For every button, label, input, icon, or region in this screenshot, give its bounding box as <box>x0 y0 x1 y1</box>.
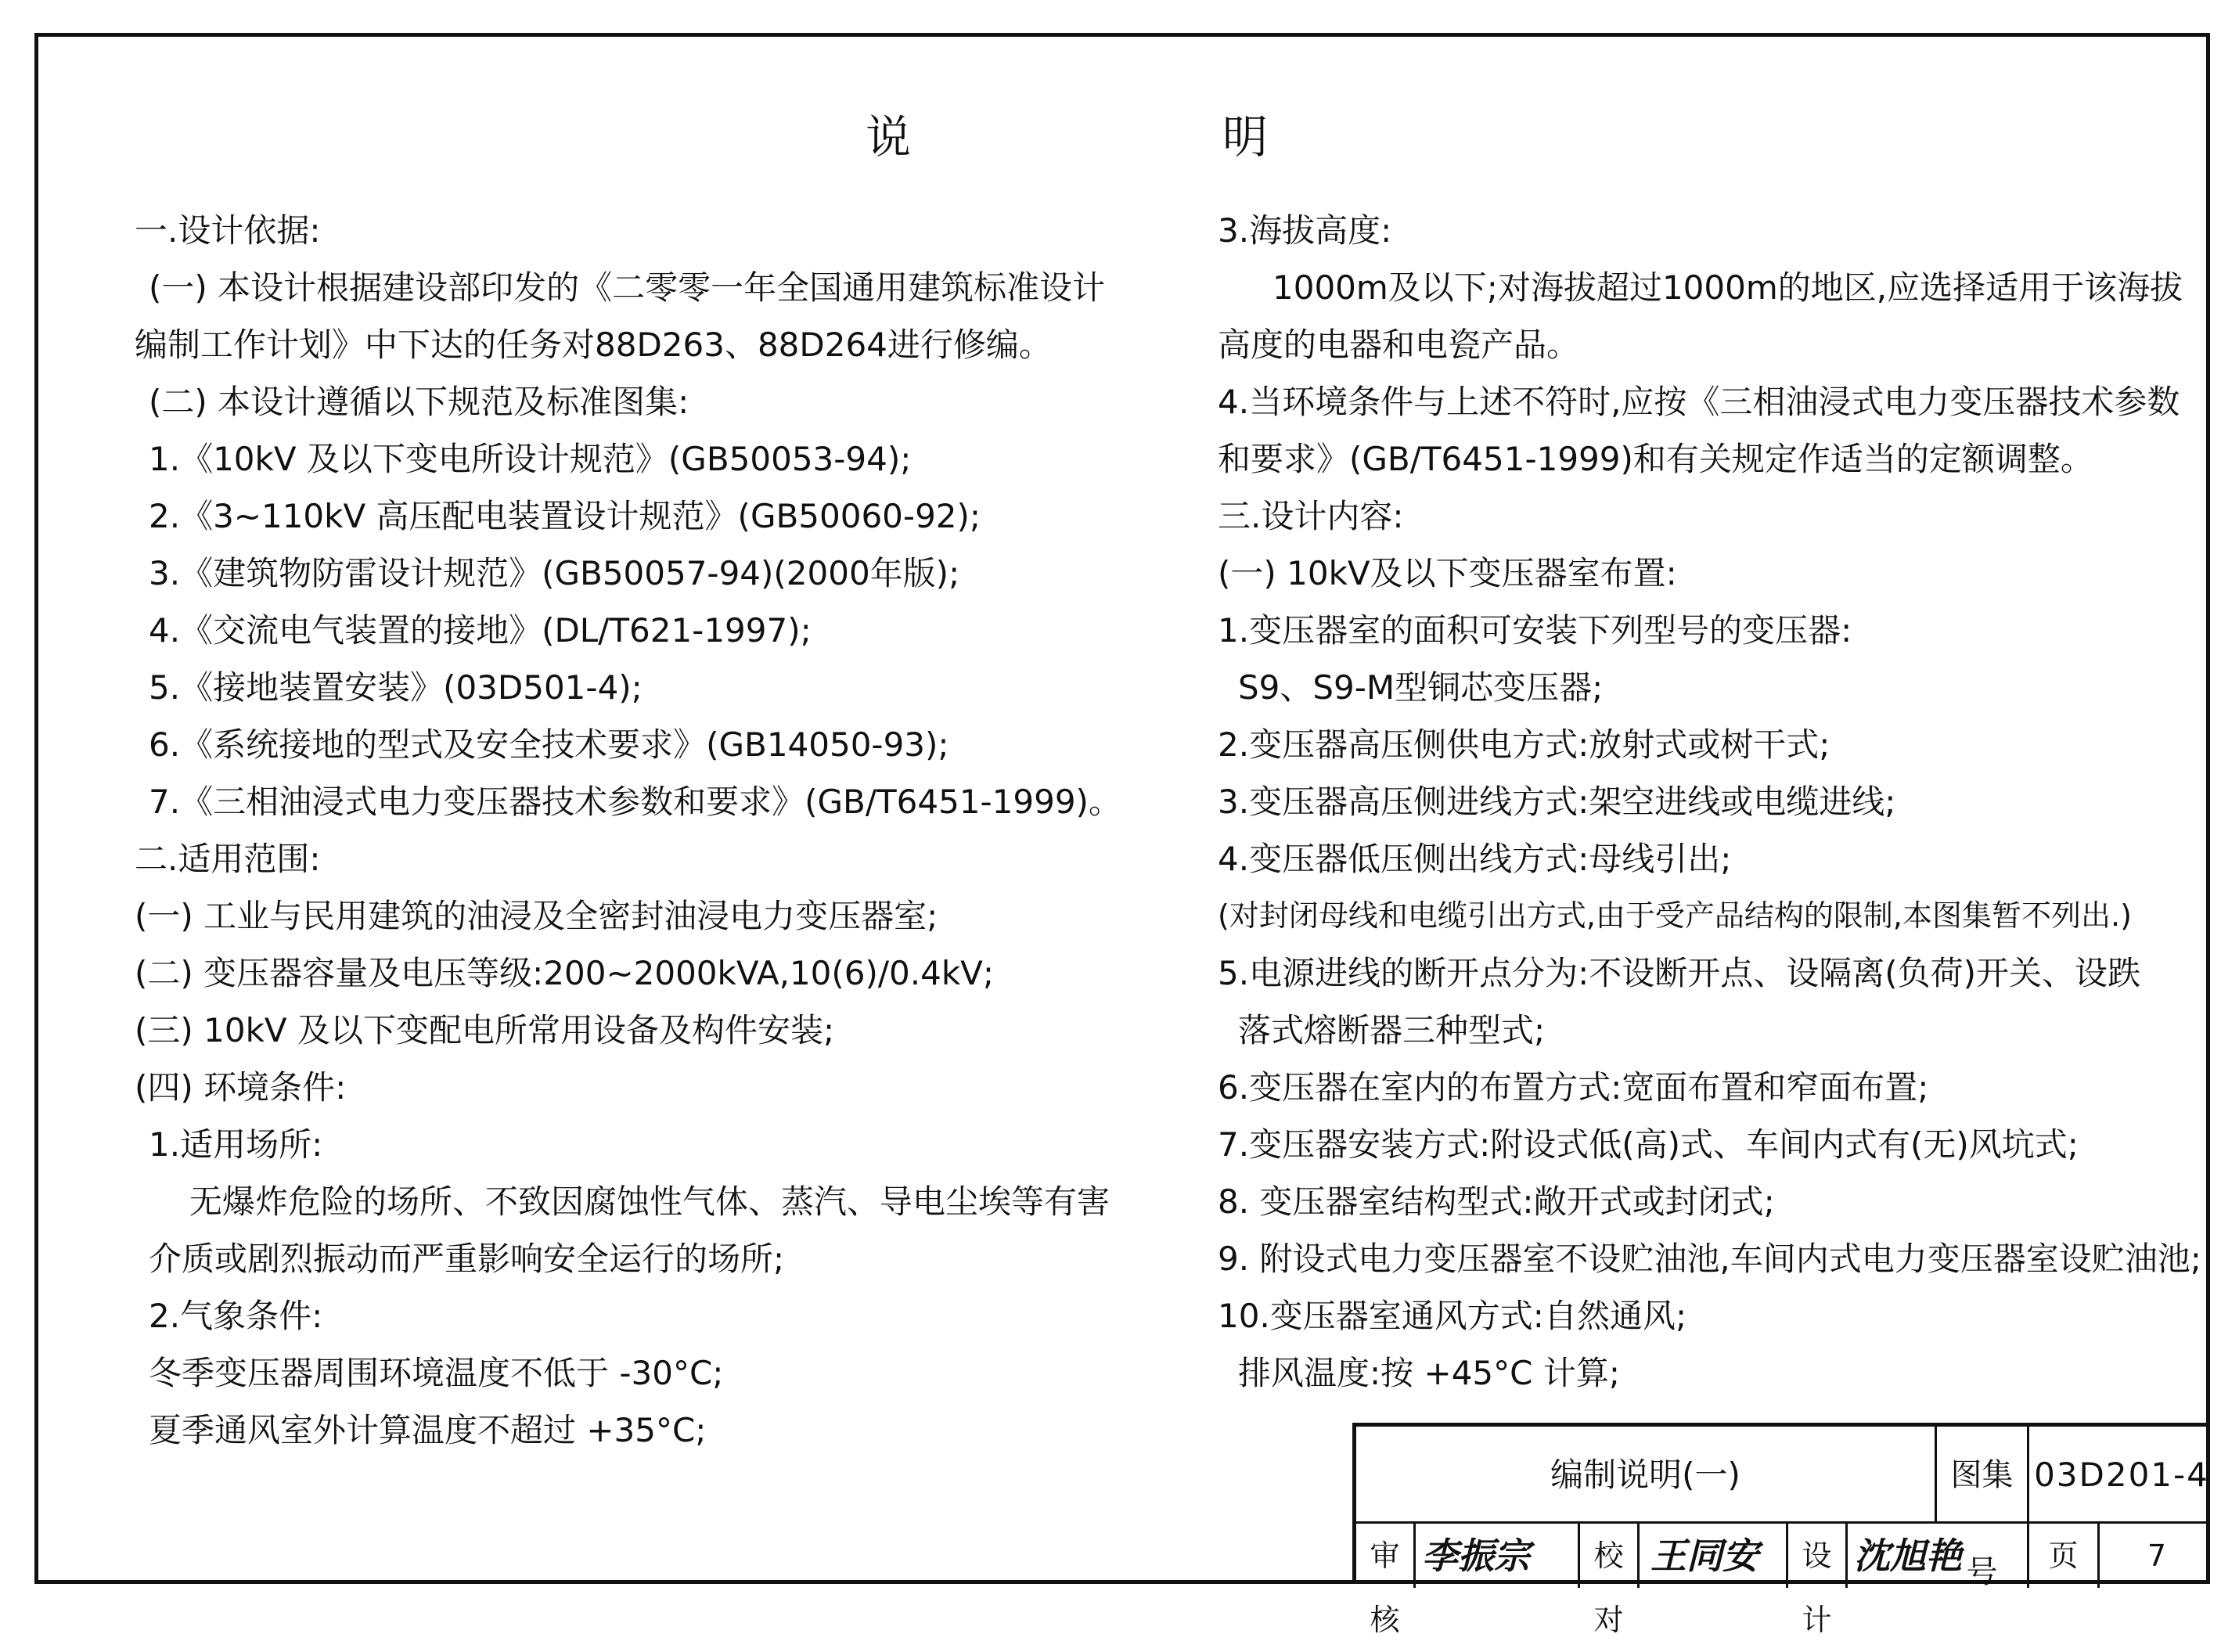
text-line: 1.适用场所: <box>149 1125 323 1164</box>
review-label: 审核 <box>1356 1524 1416 1588</box>
text-line: 3.海拔高度: <box>1218 211 1392 250</box>
text-line: 无爆炸危险的场所、不致因腐蚀性气体、蒸汽、导电尘埃等有害 <box>189 1182 1111 1221</box>
text-line: (三) 10kV 及以下变配电所常用设备及构件安装; <box>135 1011 835 1049</box>
text-line: (四) 环境条件: <box>135 1068 347 1107</box>
text-line: 7.变压器安装方式:附设式低(高)式、车间内式有(无)风坑式; <box>1218 1125 2079 1164</box>
text-line: 4.变压器低压侧出线方式:母线引出; <box>1218 840 1732 878</box>
text-line: 编制工作计划》中下达的任务对88D263、88D264进行修编。 <box>135 326 1052 364</box>
text-line: 1000m及以下;对海拔超过1000m的地区,应选择适用于该海拔 <box>1272 268 2183 307</box>
text-line: (对封闭母线和电缆引出方式,由于受产品结构的限制,本图集暂不列出.) <box>1218 898 2132 933</box>
review-signature: 李振宗 <box>1416 1524 1580 1588</box>
text-line: 一.设计依据: <box>135 211 321 250</box>
text-line: (一) 10kV及以下变压器室布置: <box>1218 554 1677 592</box>
text-line: 6.《系统接地的型式及安全技术要求》(GB14050-93); <box>149 725 949 764</box>
text-line: 3.《建筑物防雷设计规范》(GB50057-94)(2000年版); <box>149 554 960 592</box>
text-line: 冬季变压器周围环境温度不低于 -30°C; <box>149 1354 724 1392</box>
page-label: 页 <box>2029 1524 2100 1588</box>
text-line: 落式熔断器三种型式; <box>1238 1011 1546 1049</box>
text-line: 9. 附设式电力变压器室不设贮油池,车间内式电力变压器室设贮油池; <box>1218 1240 2201 1278</box>
text-line: 介质或剧烈振动而严重影响安全运行的场所; <box>149 1240 785 1278</box>
title-block <box>1352 1423 2210 1637</box>
text-line: 6.变压器在室内的布置方式:宽面布置和窄面布置; <box>1218 1068 1929 1107</box>
atlas-number: 03D201-4 <box>2034 1456 2209 1494</box>
design-signature: 沈旭艳 <box>1848 1524 2029 1588</box>
text-line: 2.《3~110kV 高压配电装置设计规范》(GB50060-92); <box>149 497 981 535</box>
design-label: 设计 <box>1788 1524 1848 1588</box>
text-line: (二) 变压器容量及电压等级:200~2000kVA,10(6)/0.4kV; <box>135 954 995 992</box>
check-signature: 王同安 <box>1640 1524 1788 1588</box>
text-line: S9、S9-M型铜芯变压器; <box>1238 668 1604 707</box>
text-line: 和要求》(GB/T6451-1999)和有关规定作适当的定额调整。 <box>1218 440 2093 478</box>
text-line: 排风温度:按 +45°C 计算; <box>1238 1354 1620 1392</box>
text-line: 1.变压器室的面积可安装下列型号的变压器: <box>1218 611 1852 650</box>
atlas-number-label: 图集号 <box>1937 1427 2029 1521</box>
right-column <box>1218 202 2201 1402</box>
text-line: 1.《10kV 及以下变电所设计规范》(GB50053-94); <box>149 440 912 478</box>
text-line: 7.《三相油浸式电力变压器技术参数和要求》(GB/T6451-1999)。 <box>149 783 1121 821</box>
text-line: 三.设计内容: <box>1218 497 1404 535</box>
left-column <box>135 202 1199 1459</box>
text-line: (一) 本设计根据建设部印发的《二零零一年全国通用建筑标准设计 <box>149 268 1106 307</box>
text-line: 10.变压器室通风方式:自然通风; <box>1218 1297 1687 1335</box>
text-line: (一) 工业与民用建筑的油浸及全密封油浸电力变压器室; <box>135 897 938 935</box>
drawing-name: 编制说明(一) <box>1356 1427 1937 1521</box>
text-line: 高度的电器和电瓷产品。 <box>1218 326 1580 364</box>
text-line: 4.《交流电气装置的接地》(DL/T621-1997); <box>149 611 812 650</box>
text-line: 8. 变压器室结构型式:敞开式或封闭式; <box>1218 1182 1775 1221</box>
title-block-bottom-row <box>1356 1524 2210 1637</box>
page-number: 7 <box>2147 1539 2167 1573</box>
text-line: 2.气象条件: <box>149 1297 323 1335</box>
text-line: 5.《接地装置安装》(03D501-4); <box>149 668 643 707</box>
text-line: 3.变压器高压侧进线方式:架空进线或电缆进线; <box>1218 783 1896 821</box>
text-line: 5.电源进线的断开点分为:不设断开点、设隔离(负荷)开关、设跌 <box>1218 954 2140 992</box>
text-line: 二.适用范围: <box>135 840 321 878</box>
check-label: 校对 <box>1580 1524 1640 1588</box>
text-line: 4.当环境条件与上述不符时,应按《三相油浸式电力变压器技术参数 <box>1218 383 2180 421</box>
text-line: (二) 本设计遵循以下规范及标准图集: <box>149 383 689 421</box>
text-line: 夏季通风室外计算温度不超过 +35°C; <box>149 1411 707 1449</box>
text-line: 2.变压器高压侧供电方式:放射式或树干式; <box>1218 725 1830 764</box>
page-title: 说 明 <box>865 110 1401 164</box>
